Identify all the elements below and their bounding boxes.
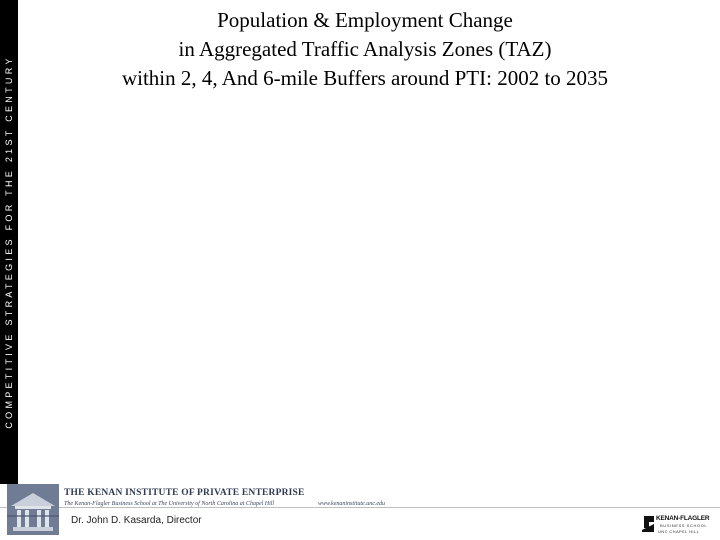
building-icon (7, 484, 59, 535)
institute-url[interactable]: www.kenaninstitute.unc.edu (318, 501, 386, 507)
kf-logo-subtext-2: UNC CHAPEL HILL (658, 529, 700, 534)
slide-title (40, 6, 690, 93)
kf-logo-subtext: BUSINESS SCHOOL (660, 523, 708, 528)
kf-logo-text: KENAN-FLAGLER (656, 515, 710, 522)
side-band (0, 0, 18, 484)
title-line-1: Population & Employment Change (217, 8, 513, 32)
institute-subtitle: The Kenan-Flagler Business School at The University of North Carolina at Chapel Hill (64, 501, 275, 507)
side-band-text: COMPETITIVE STRATEGIES FOR THE 21ST CENTURY (4, 55, 14, 429)
institute-logo (7, 484, 59, 535)
director-name: Dr. John D. Kasarda, Director (71, 515, 202, 526)
title-line-3: within 2, 4, And 6-mile Buffers around PTI: 2002 to 2035 (121, 66, 609, 90)
title-line-2: in Aggregated Traffic Analysis Zones (TAZ) (178, 37, 552, 61)
footer-divider (0, 507, 720, 508)
institute-name: THE KENAN INSTITUTE OF PRIVATE ENTERPRISE (64, 488, 305, 498)
